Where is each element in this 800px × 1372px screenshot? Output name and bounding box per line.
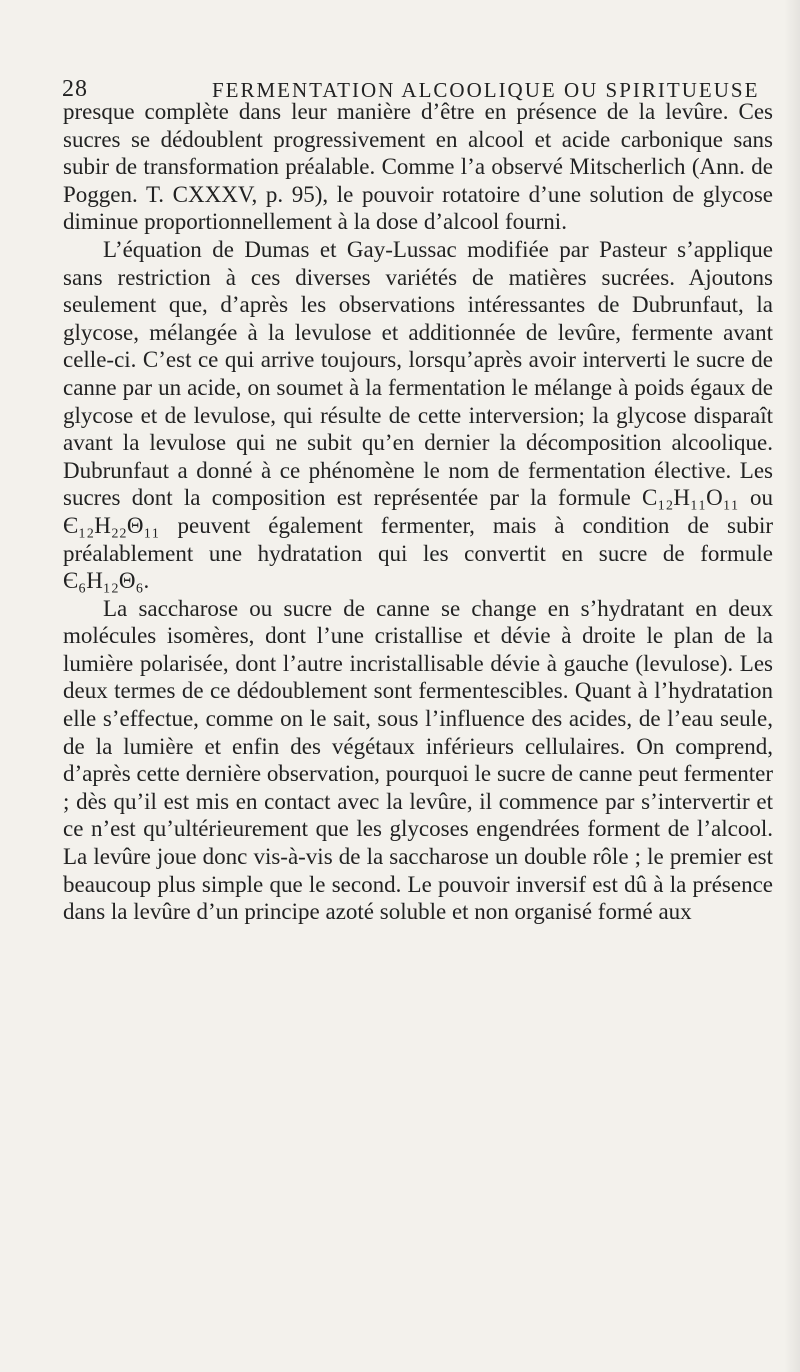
- page-edge-shadow: [784, 0, 800, 1372]
- running-title: FERMENTATION ALCOOLIQUE OU SPIRITUEUSE: [212, 78, 760, 102]
- paragraph-dumas-equation: L’équation de Dumas et Gay-Lussac modifiée par Pasteur s’applique sans restriction à ces diverses variétés de matières sucrées. Ajoutons seulement que, d’après les observations intéressantes de Dubrunfaut, la glycose, mélangée à la levulose et additionnée de levûre, fermente avant celle-ci. C’est ce qui arrive toujours, lorsqu’après avoir interverti le sucre de canne par un acide, on soumet à la fermentation le mélange à poids égaux de glycose et de levulose, qui résulte de cette interversion; la glycose disparaît avant la levulose qui ne subit qu’en dernier la décomposition alcoolique. Dubrunfaut a donné à ce phénomène le nom de fermentation élective. Les sucres dont la composition est représentée par la formule C₁₂H₁₁O₁₁ ou Є₁₂H₂₂Θ₁₁ peuvent également fermenter, mais à condition de subir préalablement une hydratation qui les convertit en sucre de formule Є₆H₁₂Θ₆.: [63, 236, 773, 594]
- paragraph-continuation: presque complète dans leur manière d’être en présence de la levûre. Ces sucres se dédoublent progressivement en alcool et acide carbonique sans subir de transformation préalable. Comme l’a observé Mitscherlich (Ann. de Poggen. T. CXXXV, p. 95), le pouvoir rotatoire d’une solution de glycose diminue proportionnellement à la dose d’alcool fourni.: [63, 99, 773, 235]
- page-number: 28: [62, 76, 88, 102]
- paragraph-saccharose: La saccharose ou sucre de canne se change en s’hydratant en deux molécules isomères, dont l’une cristallise et dévie à droite le plan de la lumière polarisée, dont l’autre incristallisable dévie à gauche (levulose). Les deux termes de ce dédoublement sont fermentescibles. Quant à l’hydratation elle s’effectue, comme on le sait, sous l’influence des acides, de l’eau seule, de la lumière et enfin des végétaux inférieurs cellulaires. On comprend, d’après cette dernière observation, pourquoi le sucre de canne peut fermenter ; dès qu’il est mis en contact avec la levûre, il commence par s’intervertir et ce n’est qu’ultérieurement que les glycoses engendrées forment de l’alcool. La levûre joue donc vis-à-vis de la saccharose un double rôle ; le premier est beaucoup plus simple que le second. Le pouvoir inversif est dû à la présence dans la levûre d’un principe azoté soluble et non organisé formé aux: [63, 595, 773, 925]
- page-body: [63, 98, 773, 926]
